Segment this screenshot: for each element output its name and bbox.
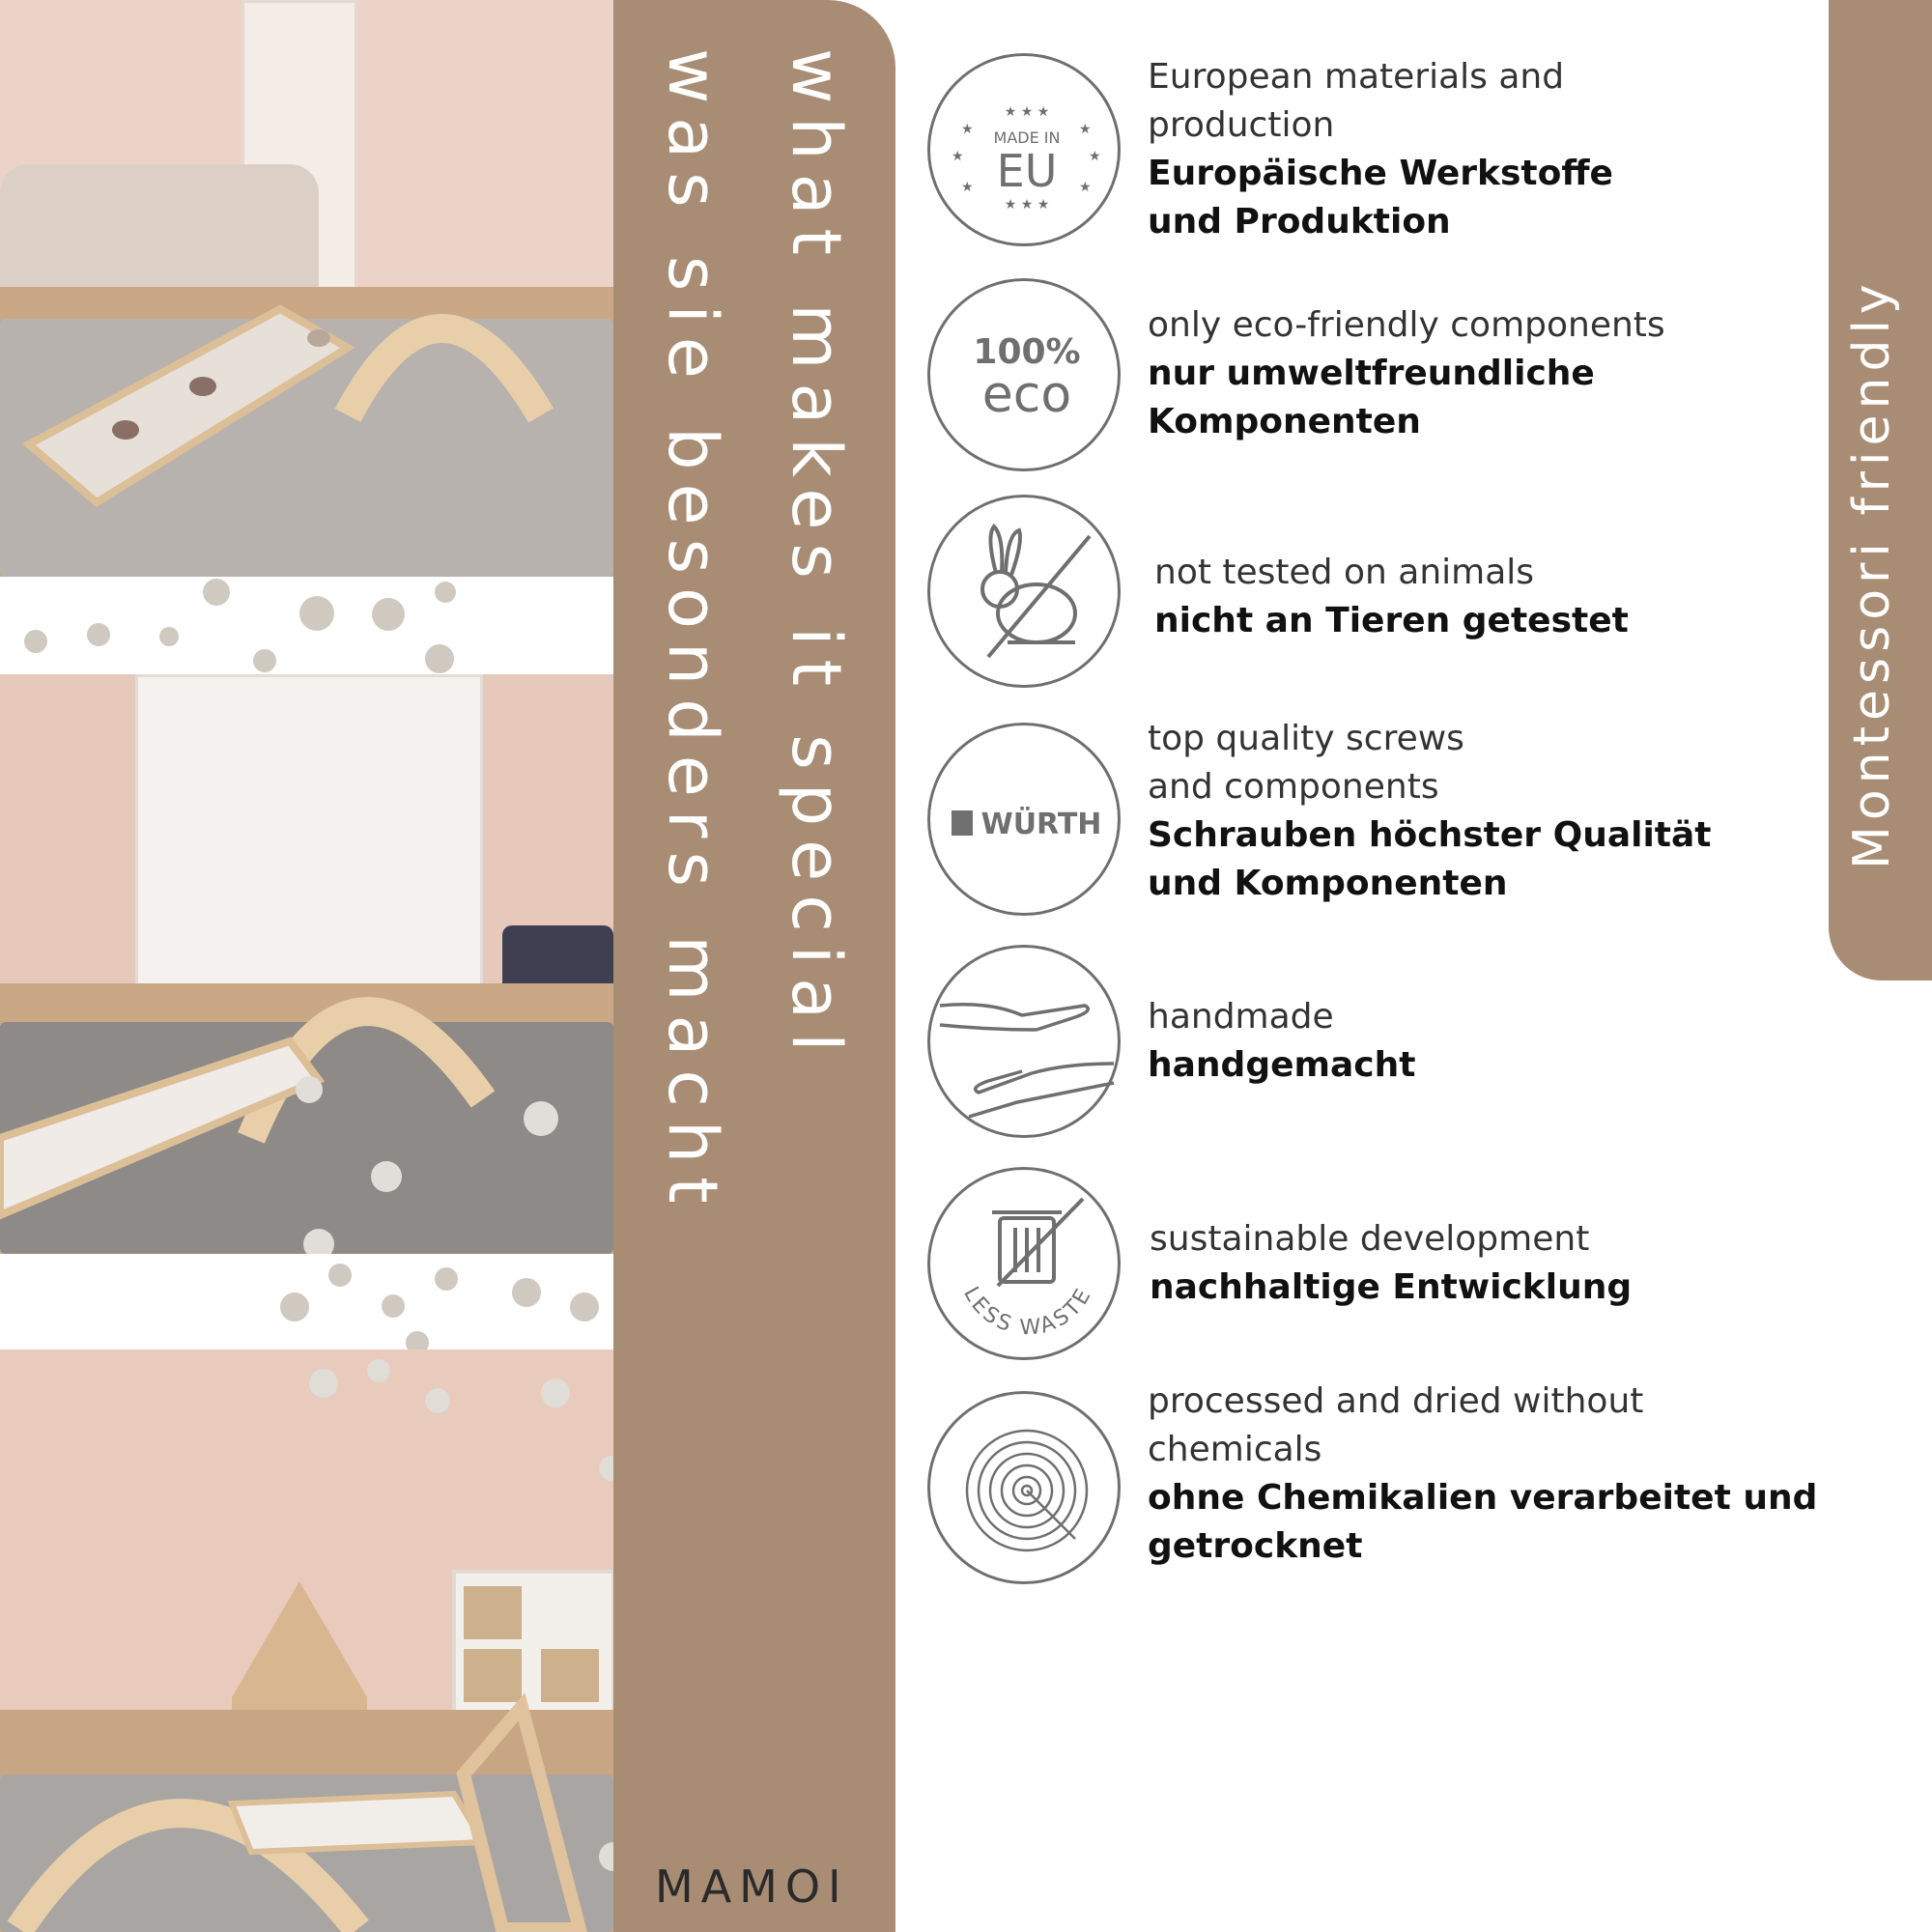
headline-german: was sie besonders macht xyxy=(653,48,732,1217)
feature-de-line: handgemacht xyxy=(1148,1045,1416,1085)
eu-label: EU xyxy=(996,145,1058,197)
feature-de-line: getrocknet xyxy=(1148,1526,1363,1566)
svg-text:★: ★ xyxy=(1079,122,1092,137)
made-in-eu-icon xyxy=(927,53,1121,246)
svg-text:★: ★ xyxy=(1089,149,1101,164)
eco-label: eco xyxy=(981,366,1072,424)
feature-en-line: sustainable development xyxy=(1150,1219,1590,1259)
feature-de-line: Komponenten xyxy=(1148,402,1421,441)
feature-de-line: ohne Chemikalien verarbeitet und xyxy=(1148,1478,1818,1518)
feature-en-line: chemicals xyxy=(1148,1430,1322,1469)
feature-chemical-free xyxy=(927,1381,1826,1584)
feature-de-line: Schrauben höchster Qualität xyxy=(1148,815,1712,855)
feature-made-in-eu xyxy=(927,53,1826,246)
eco-100-icon xyxy=(927,278,1121,471)
made-in-label: MADE IN xyxy=(993,128,1061,147)
feature-de-line: nur umweltfreundliche xyxy=(1148,354,1595,393)
feature-en-line: production xyxy=(1148,105,1335,145)
feature-en-line: top quality screws xyxy=(1148,719,1464,758)
eco-percent-label: 100% xyxy=(973,332,1081,372)
less-waste-label: LESS WASTE xyxy=(958,1283,1097,1341)
feature-en-line: European materials and xyxy=(1148,57,1565,97)
feature-handmade xyxy=(927,945,1826,1138)
feature-en-line: and components xyxy=(1148,767,1439,807)
bedroom-photo xyxy=(0,674,613,1254)
feature-eco xyxy=(927,278,1826,471)
feature-quality-screws xyxy=(927,719,1826,916)
feature-de-line: nachhaltige Entwicklung xyxy=(1150,1267,1633,1307)
svg-text:★ ★ ★: ★ ★ ★ xyxy=(1004,197,1050,213)
feature-en-line: handmade xyxy=(1148,997,1334,1037)
svg-text:★: ★ xyxy=(961,122,974,137)
handmade-hands-icon xyxy=(927,945,1121,1138)
feature-de-line: Europäische Werkstoffe xyxy=(1148,154,1613,193)
less-waste-icon xyxy=(927,1167,1121,1360)
svg-text:★ ★ ★: ★ ★ ★ xyxy=(1004,104,1050,120)
no-animal-testing-icon xyxy=(927,495,1121,688)
decorative-dots xyxy=(0,577,613,674)
living-room-photo xyxy=(0,0,613,577)
feature-sustainable xyxy=(927,1167,1826,1360)
feature-de-line: und Produktion xyxy=(1148,202,1451,242)
montessori-tab-label: Montessori friendly xyxy=(1843,278,1901,869)
feature-de-line: und Komponenten xyxy=(1148,864,1508,903)
svg-text:★: ★ xyxy=(961,180,974,195)
svg-text:★: ★ xyxy=(952,149,964,164)
playroom-photo xyxy=(0,1350,613,1932)
wurth-label: WÜRTH xyxy=(980,808,1102,841)
feature-en-line: only eco-friendly components xyxy=(1148,305,1665,345)
brand-logo: MAMOI xyxy=(655,1861,849,1913)
feature-no-animal-testing xyxy=(927,495,1826,688)
headline-english: what makes it special xyxy=(777,48,856,1065)
wurth-logo-icon xyxy=(927,723,1121,916)
wood-rings-icon xyxy=(927,1391,1121,1584)
feature-en-line: processed and dried without xyxy=(1148,1381,1644,1421)
decorative-dots xyxy=(0,1254,613,1350)
svg-text:LESS WASTE xyxy=(958,1283,1097,1341)
svg-text:★: ★ xyxy=(1079,180,1092,195)
feature-de-line: nicht an Tieren getestet xyxy=(1154,601,1629,640)
feature-en-line: not tested on animals xyxy=(1154,553,1535,592)
